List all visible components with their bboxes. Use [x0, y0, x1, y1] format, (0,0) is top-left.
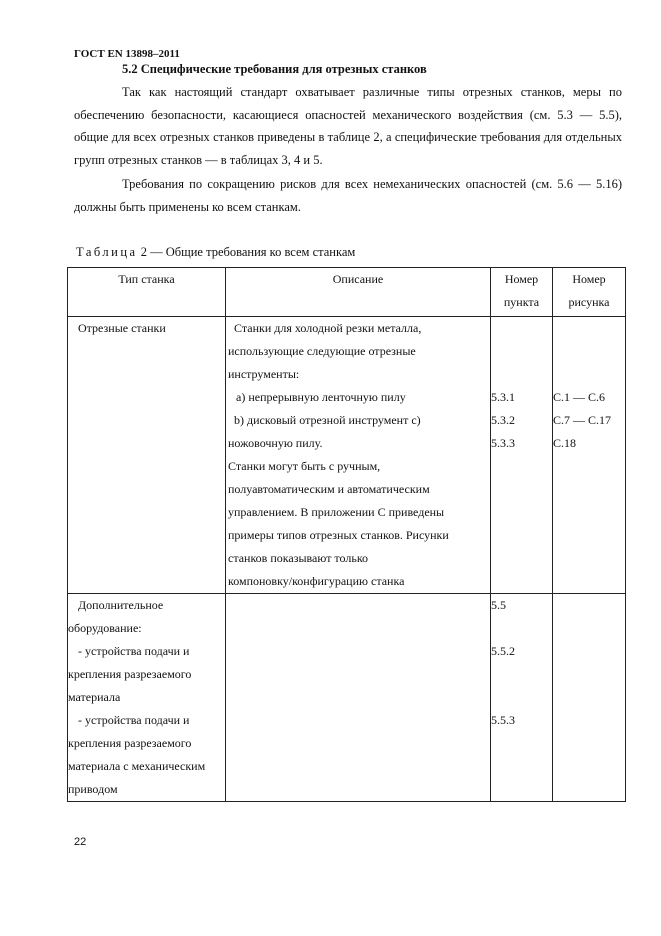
equipment-line: приводом — [68, 782, 118, 796]
equipment-line: материала с механическим — [68, 759, 206, 773]
header-description-label: Описание — [332, 272, 384, 286]
spacer — [491, 617, 552, 640]
cell-machine-type — [68, 317, 226, 594]
table-caption-word: Таблица — [76, 245, 138, 259]
paragraph-non-mechanical: Требования по сокращению рисков для всех немеханических опасностей (см. 5.6 — 5.16) должны быть применены ко всем станкам. — [74, 177, 622, 214]
table-row — [68, 594, 626, 802]
header-figure-line-2: рисунка — [568, 295, 610, 309]
table-caption — [76, 245, 355, 260]
description-line: Станки для холодной резки металла, — [234, 321, 422, 335]
header-figure-number — [553, 268, 626, 317]
equipment-line: Дополнительное — [78, 598, 164, 612]
description-line: использующие следующие отрезные — [228, 344, 416, 358]
equipment-line: - устройства подачи и — [78, 644, 190, 658]
header-figure-line-1: Номер — [572, 272, 606, 286]
header-description — [226, 268, 491, 317]
description-line: примеры типов отрезных станков. Рисунки — [228, 528, 449, 542]
description-line: а) непрерывную ленточную пилу — [236, 390, 406, 404]
spacer — [491, 686, 552, 709]
header-clause-number — [491, 268, 553, 317]
description-line: станков показывают только — [228, 551, 369, 565]
table-row — [68, 317, 626, 594]
cell-equipment-type — [68, 594, 226, 802]
table-caption-text: 2 — Общие требования ко всем станкам — [137, 245, 356, 259]
description-line: Станки могут быть с ручным, — [228, 459, 381, 473]
document-code: ГОСТ EN 13898–2011 — [74, 48, 180, 60]
equipment-line: оборудование: — [68, 621, 142, 635]
header-clause-line-2: пункта — [503, 295, 540, 309]
description-line: компоновку/конфигурацию станка — [228, 574, 405, 588]
equipment-line: крепления разрезаемого — [68, 667, 192, 681]
cell-description — [226, 317, 491, 594]
section-title: 5.2 Специфические требования для отрезных станков — [122, 62, 427, 76]
clause-number: 5.3.3 — [491, 436, 515, 450]
cell-figure-numbers — [553, 317, 626, 594]
header-clause-line-1: Номер — [504, 272, 539, 286]
description-line: полуавтоматическим и автоматическим — [228, 482, 430, 496]
equipment-line: материала — [68, 690, 121, 704]
spacer — [553, 363, 625, 386]
spacer — [491, 340, 552, 363]
clause-number: 5.3.1 — [491, 390, 515, 404]
spacer — [491, 317, 552, 340]
equipment-line: крепления разрезаемого — [68, 736, 192, 750]
spacer — [553, 317, 625, 340]
description-line: b) дисковый отрезной инструмент с) — [234, 413, 421, 427]
header-machine-type-label: Тип станка — [118, 272, 175, 286]
cell-equipment-clauses — [491, 594, 553, 802]
header-machine-type — [68, 268, 226, 317]
spacer — [491, 663, 552, 686]
description-line: инструменты: — [228, 367, 300, 381]
clause-number: 5.3.2 — [491, 413, 515, 427]
description-line: ножовочную пилу. — [228, 436, 323, 450]
clause-number: 5.5 — [491, 598, 506, 612]
page-number: 22 — [74, 836, 87, 848]
machine-type-text: Отрезные станки — [78, 321, 166, 335]
clause-number: 5.5.2 — [491, 644, 515, 658]
equipment-line: - устройства подачи и — [78, 713, 190, 727]
cell-equipment-description — [226, 594, 491, 802]
spacer — [491, 363, 552, 386]
figure-number: С.18 — [553, 436, 577, 450]
figure-number: С.1 — С.6 — [553, 390, 606, 404]
clause-number: 5.5.3 — [491, 713, 515, 727]
table-header-row — [68, 268, 626, 317]
requirements-table — [67, 267, 626, 802]
spacer — [553, 340, 625, 363]
cell-clause-numbers — [491, 317, 553, 594]
description-line: управлением. В приложении С приведены — [228, 505, 445, 519]
figure-number: С.7 — С.17 — [553, 413, 612, 427]
paragraph-scope: Так как настоящий стандарт охватывает различные типы отрезных станков, меры по обеспечению безопасности, касающиеся опасностей механического воздействия (см. 5.3 — 5.5), общие для всех отрезных станков приведены в таблице 2, а специфические требования для отдельных групп отрезных станков — в таблицах 3, 4 и 5. — [74, 85, 622, 167]
cell-equipment-figures — [553, 594, 626, 802]
